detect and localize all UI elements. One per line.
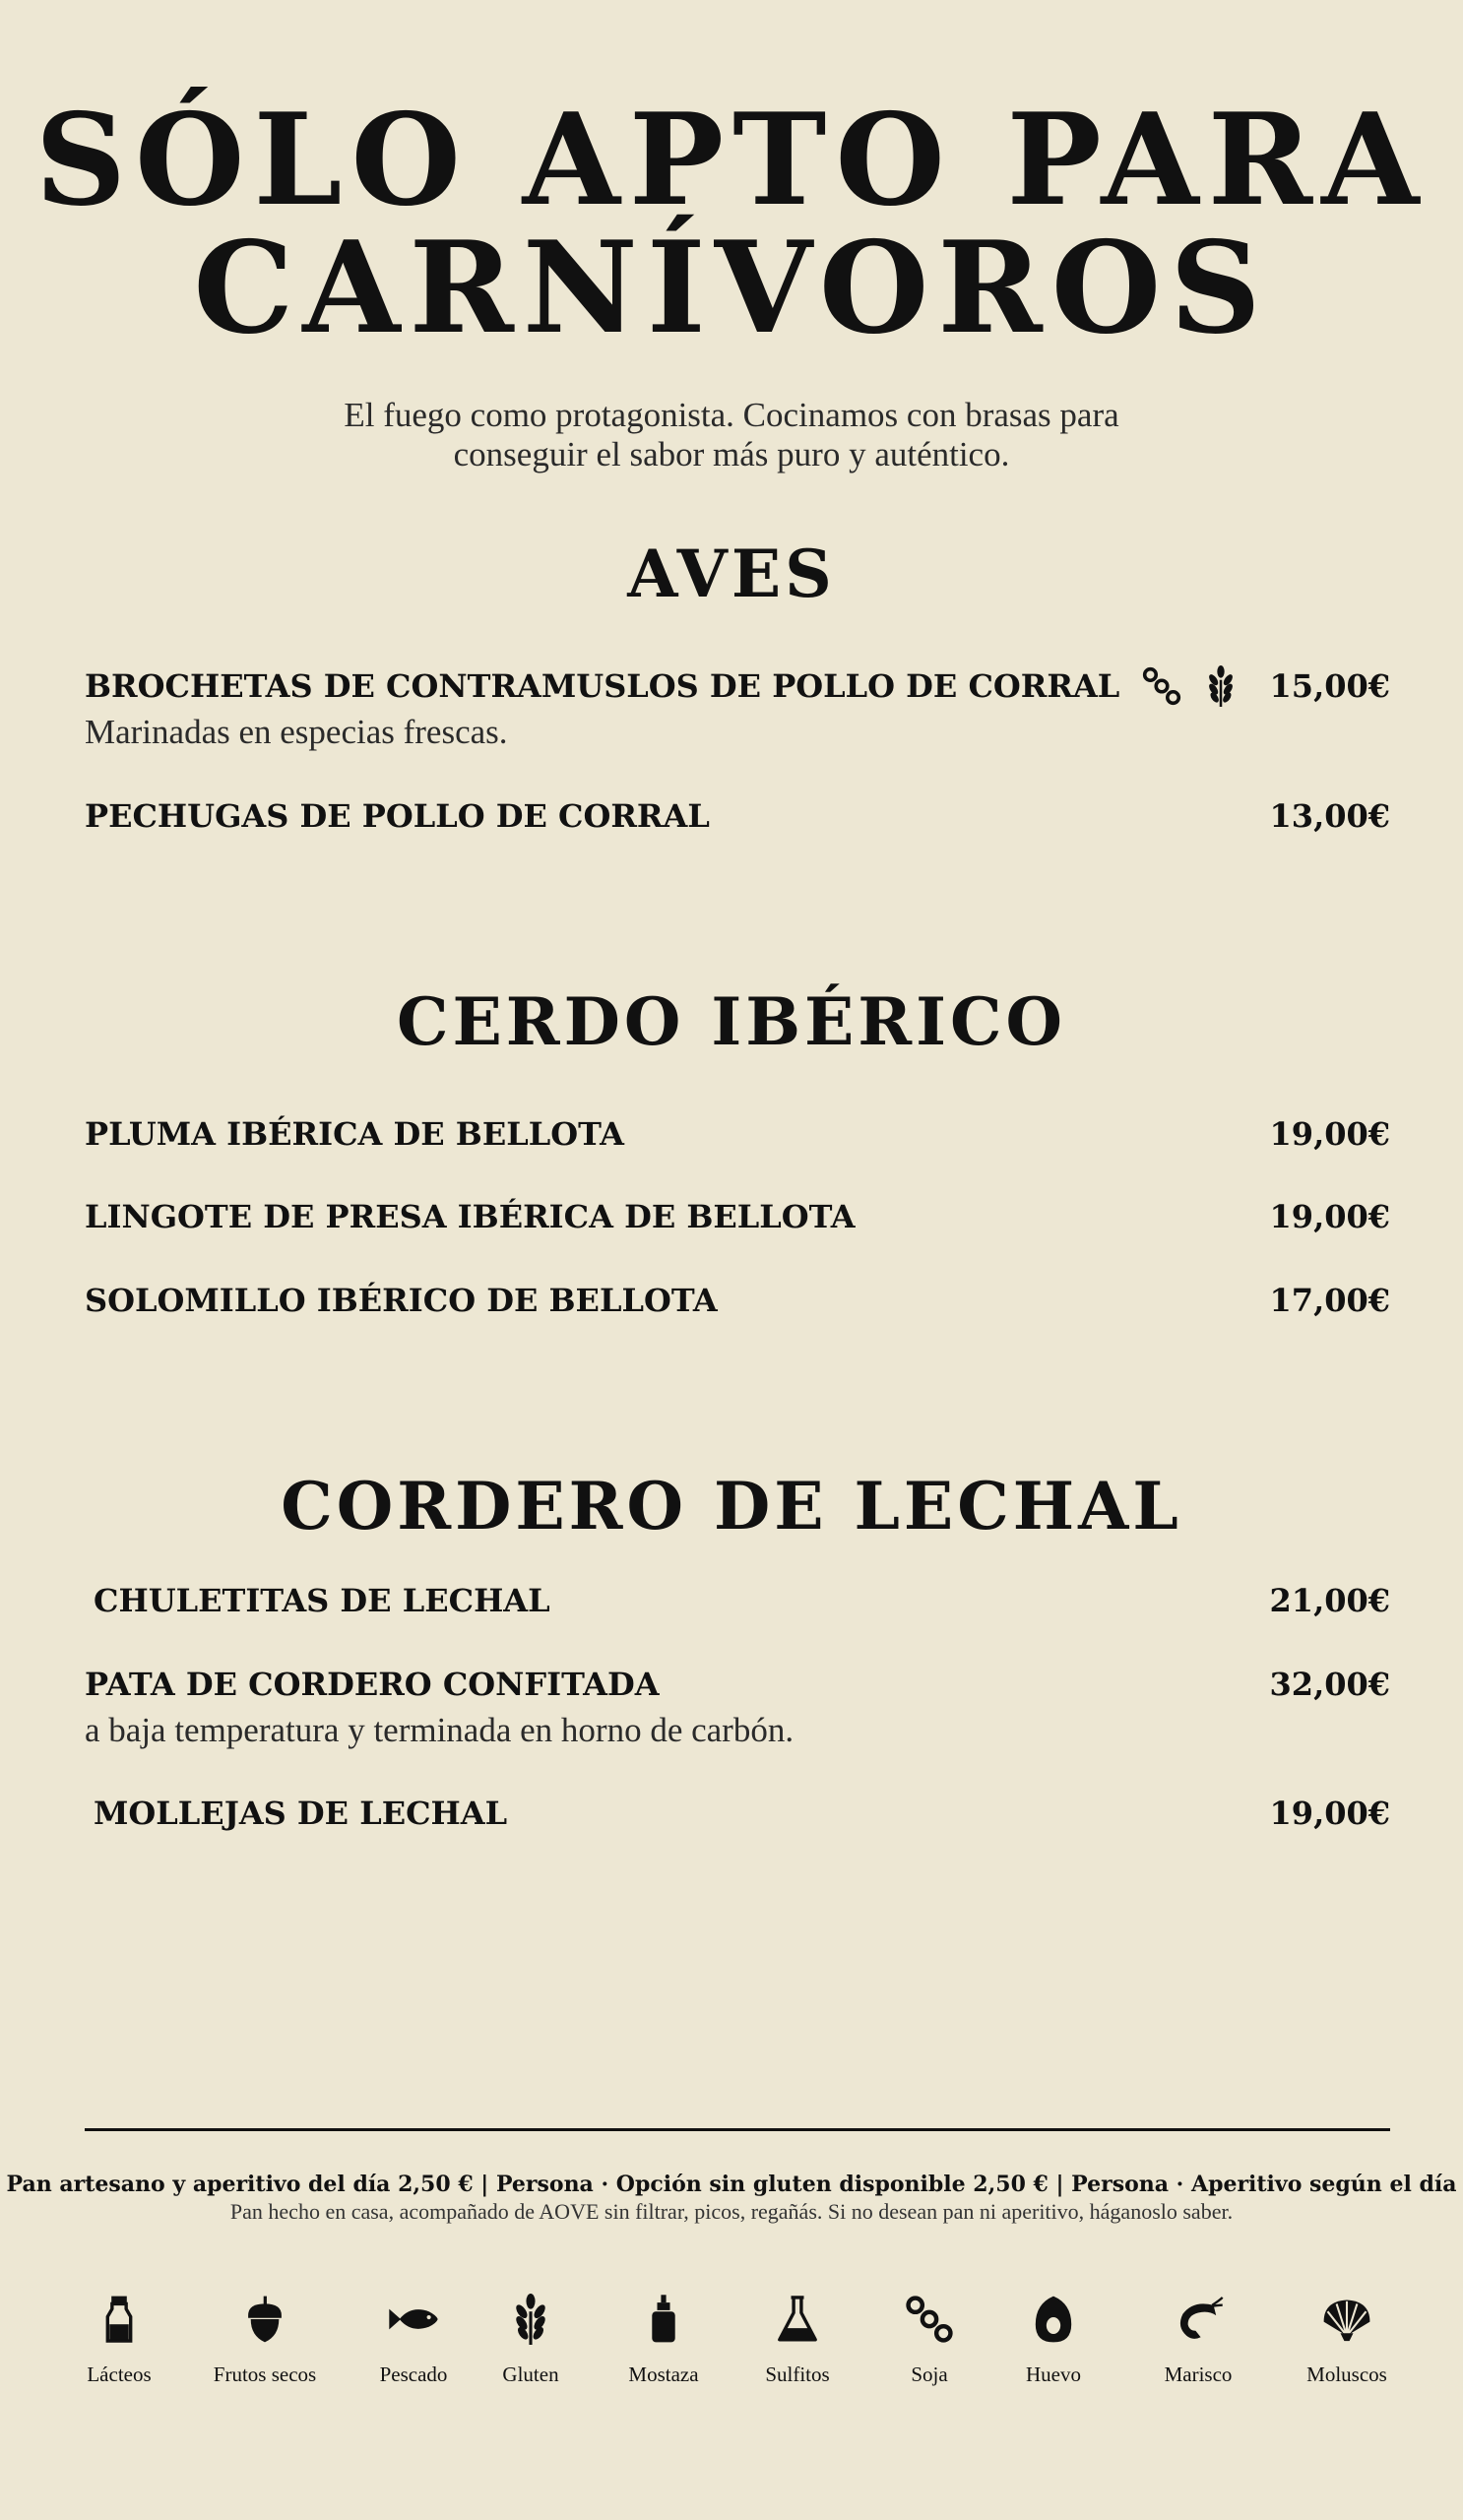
menu-item-price: 17,00€ bbox=[1269, 1282, 1390, 1319]
egg-icon bbox=[1028, 2294, 1079, 2345]
allergen-label: Sulfitos bbox=[765, 2362, 830, 2386]
menu-item-name: PECHUGAS DE POLLO DE CORRAL bbox=[85, 797, 710, 835]
menu-item-name: BROCHETAS DE CONTRAMUSLOS DE POLLO DE CORRAL bbox=[85, 667, 1120, 705]
shrimp-icon bbox=[1173, 2294, 1224, 2345]
menu-item-name: CHULETITAS DE LECHAL bbox=[94, 1582, 550, 1619]
page-subtitle bbox=[0, 396, 1463, 474]
menu-item bbox=[85, 793, 1390, 839]
menu-item bbox=[85, 663, 1390, 709]
allergen-label: Frutos secos bbox=[213, 2362, 317, 2386]
allergen-legend-item bbox=[1268, 2294, 1426, 2387]
soy-icon bbox=[904, 2294, 955, 2345]
section-title-cordero-de-lechal: CORDERO DE LECHAL bbox=[281, 1468, 1182, 1544]
milk-bottle-icon bbox=[94, 2294, 145, 2345]
allergen-label: Marisco bbox=[1164, 2362, 1233, 2386]
section-title-aves: AVES bbox=[627, 536, 836, 612]
menu-item-name: PLUMA IBÉRICA DE BELLOTA bbox=[85, 1115, 624, 1153]
menu-item-price: 19,00€ bbox=[1269, 1795, 1390, 1832]
allergen-label: Pescado bbox=[379, 2362, 448, 2386]
wheat-icon bbox=[1200, 665, 1241, 707]
menu-item-allergens bbox=[1141, 665, 1241, 707]
subtitle-line-2: conseguir el sabor más puro y auténtico. bbox=[453, 435, 1010, 473]
menu-item-price: 19,00€ bbox=[1269, 1115, 1390, 1153]
menu-item-name-wrap bbox=[85, 665, 1241, 707]
footer-bread-note: Pan hecho en casa, acompañado de AOVE sin filtrar, picos, regañás. Si no desean pan ni aperitivo, háganoslo saber. bbox=[229, 2199, 1234, 2224]
soy-icon bbox=[1141, 665, 1182, 707]
menu-item-price: 32,00€ bbox=[1269, 1666, 1390, 1703]
menu-item-name: PATA DE CORDERO CONFITADA bbox=[85, 1666, 660, 1703]
shell-icon bbox=[1321, 2294, 1372, 2345]
footer-divider bbox=[85, 2128, 1390, 2131]
subtitle-line-1: El fuego como protagonista. Cocinamos con brasas para bbox=[344, 396, 1119, 434]
allergen-label: Gluten bbox=[502, 2362, 559, 2386]
allergen-legend-item bbox=[186, 2294, 344, 2387]
menu-item-price: 19,00€ bbox=[1269, 1198, 1390, 1235]
title-line-1: SÓLO APTO PARA bbox=[34, 87, 1429, 234]
menu-item-description: a baja temperatura y terminada en horno de carbón. bbox=[85, 1711, 795, 1749]
menu-item-price: 15,00€ bbox=[1269, 667, 1390, 705]
wheat-icon bbox=[505, 2294, 556, 2345]
footer-bread-info: Pan artesano y aperitivo del día 2,50 € | Persona · Opción sin gluten disponible 2,50 € | Persona · Aperitivo según el día bbox=[6, 2172, 1457, 2197]
allergen-legend-item bbox=[1119, 2294, 1277, 2387]
menu-item bbox=[85, 1662, 1390, 1707]
allergen-label: Mostaza bbox=[628, 2362, 699, 2386]
allergen-label: Moluscos bbox=[1306, 2362, 1387, 2386]
flask-icon bbox=[772, 2294, 823, 2345]
allergen-legend-item bbox=[40, 2294, 198, 2387]
allergen-label: Soja bbox=[911, 2362, 948, 2386]
menu-item bbox=[85, 1111, 1390, 1157]
menu-item-description: Marinadas en especias frescas. bbox=[85, 713, 508, 751]
menu-item-name: MOLLEJAS DE LECHAL bbox=[94, 1795, 508, 1832]
section-title-cerdo-iberico: CERDO IBÉRICO bbox=[396, 983, 1067, 1060]
menu-item-price: 21,00€ bbox=[1269, 1582, 1390, 1619]
mustard-bottle-icon bbox=[638, 2294, 689, 2345]
fish-icon bbox=[388, 2294, 439, 2345]
allergen-legend-item bbox=[975, 2294, 1132, 2387]
page-title bbox=[0, 87, 1463, 362]
title-line-2: CARNÍVOROS bbox=[193, 215, 1270, 362]
menu-item bbox=[85, 1194, 1390, 1239]
acorn-icon bbox=[239, 2294, 290, 2345]
menu-item bbox=[85, 1578, 1390, 1623]
menu-item-price: 13,00€ bbox=[1269, 797, 1390, 835]
menu-item bbox=[85, 1278, 1390, 1323]
allergen-label: Lácteos bbox=[87, 2362, 152, 2386]
menu-item bbox=[85, 1791, 1390, 1836]
menu-item-name: SOLOMILLO IBÉRICO DE BELLOTA bbox=[85, 1282, 718, 1319]
allergen-label: Huevo bbox=[1026, 2362, 1081, 2386]
menu-item-name: LINGOTE DE PRESA IBÉRICA DE BELLOTA bbox=[85, 1198, 856, 1235]
